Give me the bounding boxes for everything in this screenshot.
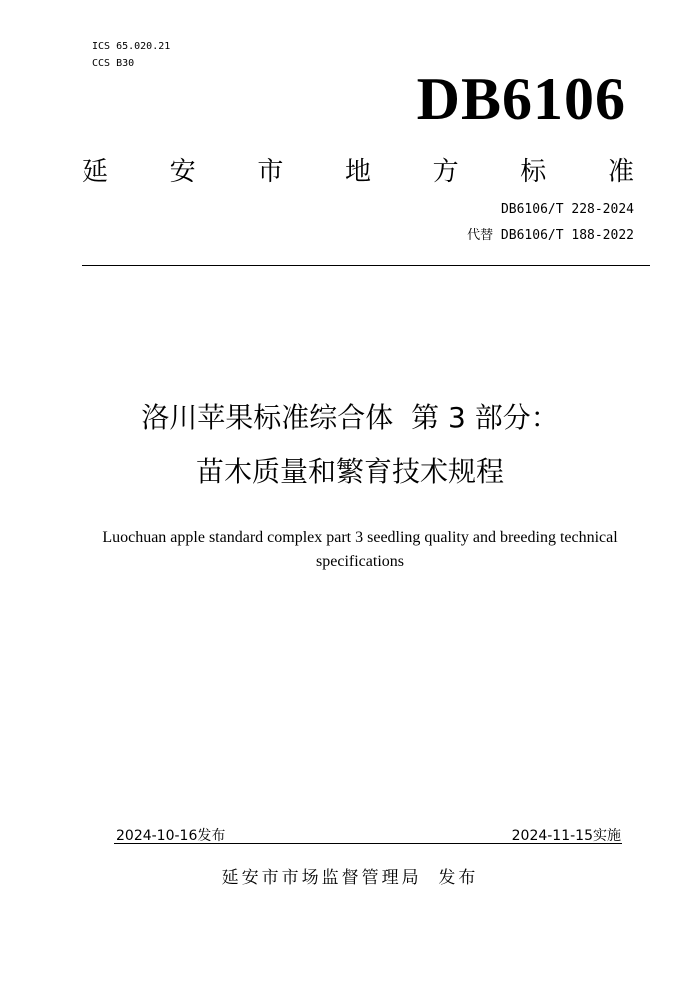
- release-date: 2024-10-16发布: [116, 828, 226, 844]
- standard-type-char: 市: [257, 157, 284, 187]
- title-line-1: 洛川苹果标准综合体 第 3 部分：: [141, 401, 559, 434]
- standard-type-char: 延: [82, 157, 109, 187]
- standard-type-char: 准: [607, 157, 634, 187]
- standard-type-char: 安: [169, 157, 196, 187]
- standard-type: [82, 154, 634, 190]
- standard-type-char: 地: [344, 157, 371, 187]
- standard-type-char: 方: [432, 157, 459, 187]
- footer-divider: [114, 843, 622, 844]
- standard-logo: DB6106: [416, 66, 626, 132]
- standard-type-char: 标: [520, 157, 547, 187]
- standard-number: DB6106/T 228-2024: [500, 202, 634, 217]
- ccs-code: CCS B30: [92, 58, 135, 69]
- replaces-standard: 代替 DB6106/T 188-2022: [467, 228, 634, 243]
- title-line-2: 苗木质量和繁育技术规程: [195, 455, 504, 488]
- header-divider: [82, 265, 650, 266]
- effective-date: 2024-11-15实施: [511, 828, 621, 844]
- publisher: 延安市市场监督管理局 发布: [221, 868, 479, 888]
- english-title: Luochuan apple standard complex part 3 seedling quality and breeding technical specifications: [102, 529, 618, 570]
- ics-code: ICS 65.020.21: [92, 41, 171, 52]
